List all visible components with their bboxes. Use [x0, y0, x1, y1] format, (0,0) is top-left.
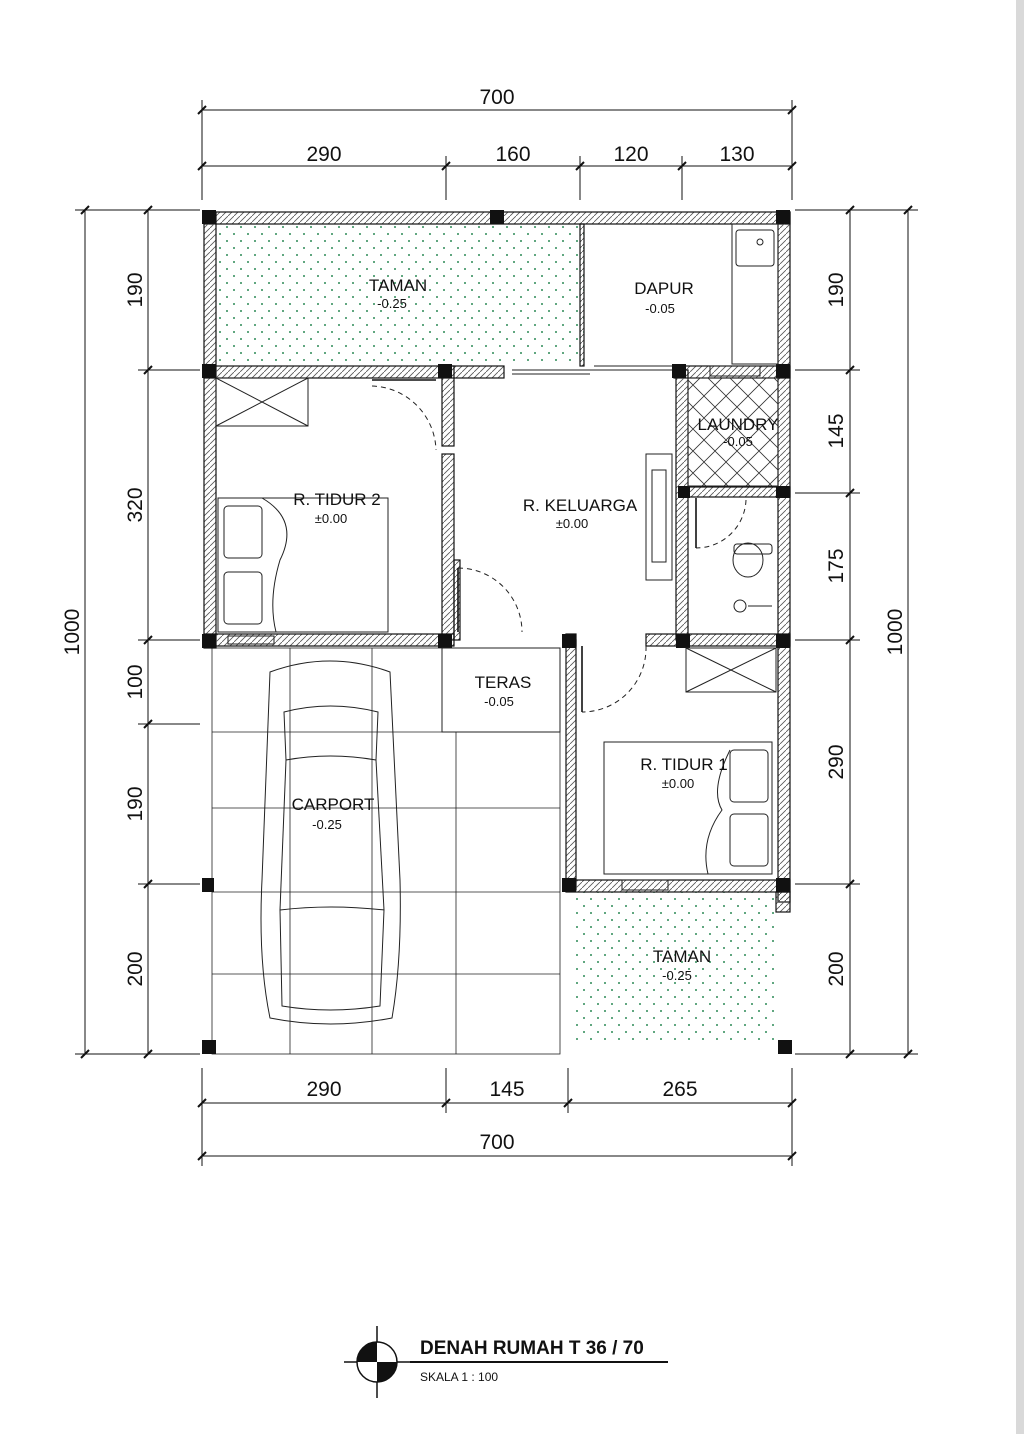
door-leaves — [372, 380, 696, 712]
dim-bottom-1: 290 — [306, 1078, 342, 1101]
dim-right-4: 290 — [825, 744, 848, 780]
garden-bottom-fill — [576, 892, 776, 1040]
dim-left-1: 190 — [124, 272, 147, 308]
dim-bottom-3: 265 — [662, 1078, 698, 1101]
dim-bottom-2: 145 — [489, 1078, 525, 1101]
dim-left-5: 200 — [124, 951, 147, 987]
dim-left-total: 1000 — [61, 608, 84, 656]
dim-right-total: 1000 — [884, 608, 907, 656]
car-outline — [261, 661, 400, 1024]
room-name-carport: CARPORT — [291, 795, 375, 814]
room-level-tidur-2: ±0.00 — [314, 511, 348, 526]
room-name-teras: TERAS — [474, 673, 532, 692]
room-level-teras: -0.05 — [484, 694, 514, 709]
dim-bottom-total: 700 — [479, 1131, 515, 1154]
room-level-keluarga: ±0.00 — [555, 516, 589, 531]
room-level-tidur-1: ±0.00 — [661, 776, 695, 791]
dim-right-5: 200 — [825, 951, 848, 987]
room-level-dapur: -0.05 — [645, 301, 675, 316]
room-name-dapur: DAPUR — [634, 279, 694, 298]
room-name-laundry: LAUNDRY — [697, 415, 779, 434]
page-edge — [1016, 0, 1024, 1434]
dim-top-2: 160 — [495, 143, 531, 166]
dim-left-4: 190 — [124, 786, 147, 822]
room-name-keluarga: R. KELUARGA — [522, 496, 638, 515]
dim-right-2: 145 — [825, 413, 848, 449]
north-symbol — [344, 1326, 410, 1398]
room-level-laundry: -0.05 — [723, 434, 753, 449]
room-level-taman-bottom: -0.25 — [662, 968, 692, 983]
dim-top-1: 290 — [306, 143, 342, 166]
dim-top-3: 120 — [613, 143, 649, 166]
dim-left-2: 320 — [124, 487, 147, 523]
room-name-tidur-1: R. TIDUR 1 — [640, 755, 728, 774]
dim-top-total: 700 — [479, 86, 515, 109]
drawing-scale: SKALA 1 : 100 — [420, 1370, 499, 1384]
dim-right-1: 190 — [825, 272, 848, 308]
dim-right-3: 175 — [825, 548, 848, 584]
drawing-title: DENAH RUMAH T 36 / 70 — [420, 1338, 644, 1359]
dim-left-3: 100 — [124, 664, 147, 700]
room-name-taman-bottom: TAMAN — [652, 947, 712, 966]
room-level-carport: -0.25 — [312, 817, 342, 832]
room-level-taman-top: -0.25 — [377, 296, 407, 311]
dim-top-4: 130 — [719, 143, 755, 166]
room-name-tidur-2: R. TIDUR 2 — [293, 490, 381, 509]
room-name-taman-top: TAMAN — [368, 276, 428, 295]
